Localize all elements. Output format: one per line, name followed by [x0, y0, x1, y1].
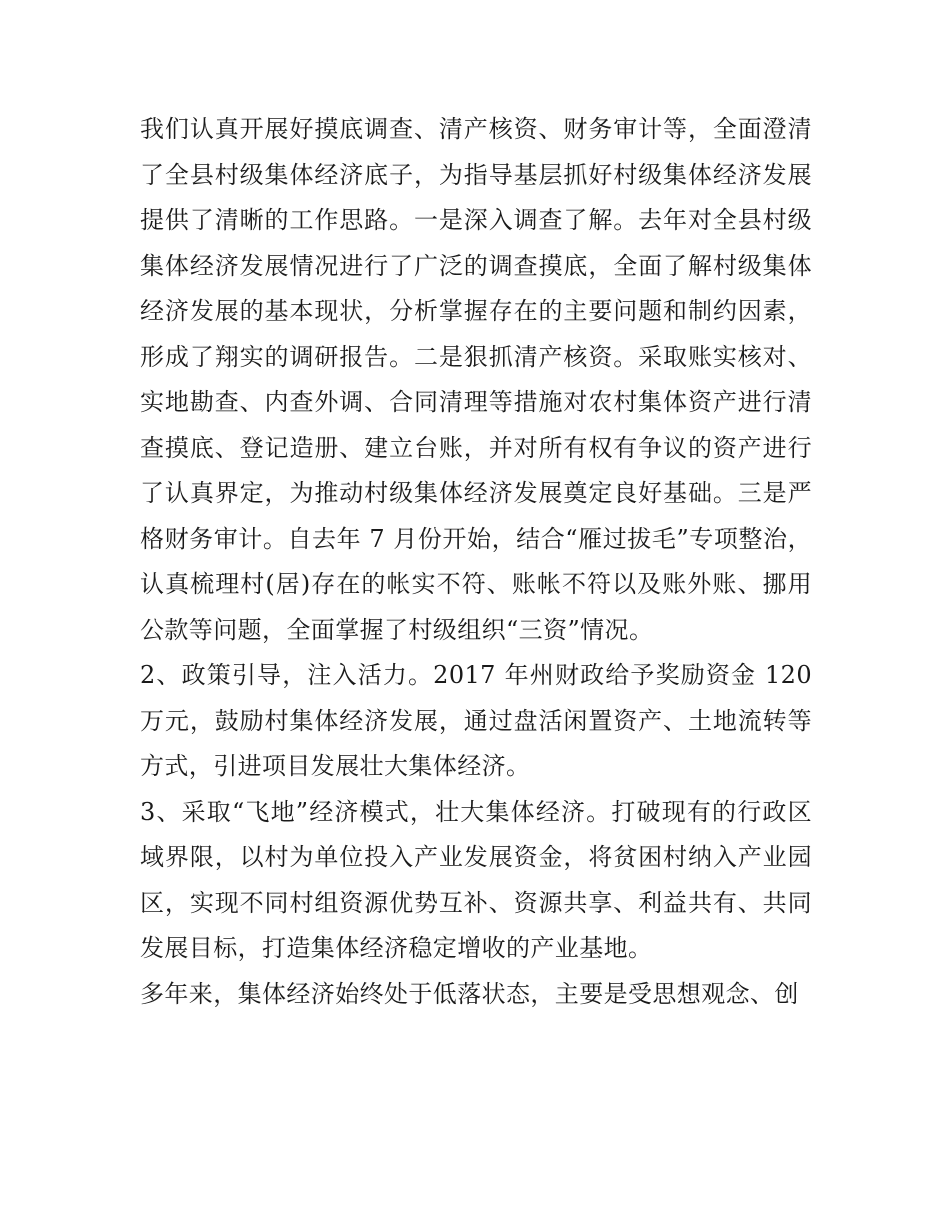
- paragraph-enclave-economy: 3、采取“飞地”经济模式，壮大集体经济。打破现有的行政区域界限，以村为单位投入产业发展资金，将贫困村纳入产业园区，实现不同村组资源优势互补、资源共享、利益共有、共同发展目标，打造集体经济稳定增收的产业基地。: [140, 797, 812, 962]
- paragraph-collective-status: 多年来，集体经济始终处于低落状态，主要是受思想观念、创: [140, 979, 799, 1008]
- document-body: [140, 107, 812, 1017]
- paragraph-policy-guidance: 2、政策引导，注入活力。2017 年州财政给予奖励资金 120 万元，鼓励村集体经济发展，通过盘活闲置资产、土地流转等方式，引进项目发展壮大集体经济。: [140, 661, 812, 780]
- paragraph-audit-work: 我们认真开展好摸底调查、清产核资、财务审计等，全面澄清了全县村级集体经济底子，为指导基层抓好村级集体经济发展提供了清晰的工作思路。一是深入调查了解。去年对全县村级集体经济发展情况进行了广泛的调查摸底，全面了解村级集体经济发展的基本现状，分析掌握存在的主要问题和制约因素，形成了翔实的调研报告。二是狠抓清产核资。采取账实核对、实地勘查、内查外调、合同清理等措施对农村集体资产进行清查摸底、登记造册、建立台账，并对所有权有争议的资产进行了认真界定，为推动村级集体经济发展奠定良好基础。三是严格财务审计。自去年 7 月份开始，结合“雁过拔毛”专项整治，认真梳理村(居)存在的帐实不符、账帐不符以及账外账、挪用公款等问题，全面掌握了村级组织“三资”情况。: [140, 115, 812, 644]
